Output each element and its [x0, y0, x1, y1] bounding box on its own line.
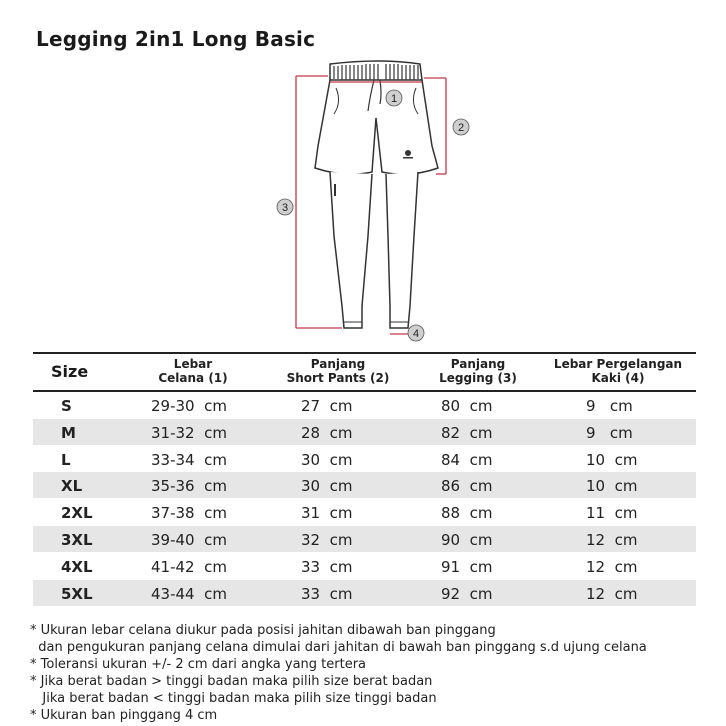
value-cell: 84 cm: [441, 450, 493, 469]
value-cell: 12 cm: [586, 557, 638, 576]
table-header: [33, 352, 696, 390]
value-cell: 33 cm: [301, 557, 353, 576]
value-cell: 88 cm: [441, 504, 493, 523]
size-cell: L: [61, 450, 71, 469]
table-row: [33, 472, 696, 498]
value-cell: 9 cm: [586, 423, 633, 442]
marker-1: [386, 90, 402, 106]
value-cell: 10 cm: [586, 450, 638, 469]
value-cell: 12 cm: [586, 531, 638, 549]
marker-4: [408, 325, 424, 341]
garment-diagram: [270, 56, 480, 346]
value-cell: 33-34 cm: [151, 450, 227, 469]
header-col1: Lebar Celana (1): [158, 357, 228, 385]
value-cell: 37-38 cm: [151, 504, 227, 523]
table-row: [33, 580, 696, 606]
header-col4: Lebar Pergelangan Kaki (4): [553, 357, 683, 385]
notes-section: [30, 622, 720, 724]
table-row: [33, 499, 696, 525]
size-cell: S: [61, 397, 72, 415]
value-cell: 27 cm: [301, 397, 353, 415]
svg-text:4: 4: [412, 328, 420, 340]
svg-text:3: 3: [281, 202, 289, 214]
note-line: * Jika berat badan > tinggi badan maka pilih size berat badan: [30, 674, 433, 689]
value-cell: 9 cm: [586, 397, 633, 415]
value-cell: 32 cm: [301, 531, 353, 549]
size-cell: 5XL: [61, 584, 93, 603]
size-cell: 3XL: [61, 531, 93, 549]
value-cell: 33 cm: [301, 584, 353, 603]
value-cell: 39-40 cm: [151, 531, 227, 549]
marker-3: [277, 199, 293, 215]
table-row: [33, 526, 696, 552]
size-cell: 2XL: [61, 504, 93, 523]
right-legging: [386, 172, 418, 328]
value-cell: 28 cm: [301, 423, 353, 442]
value-cell: 31-32 cm: [151, 423, 227, 442]
value-cell: 35-36 cm: [151, 477, 227, 496]
svg-text:2: 2: [457, 122, 465, 134]
note-line: dan pengukuran panjang celana dimulai dari jahitan di bawah ban pinggang s.d ujung celana: [30, 640, 647, 655]
left-legging: [330, 172, 372, 328]
table-row: [33, 419, 696, 445]
value-cell: 10 cm: [586, 477, 638, 496]
table-row: [33, 392, 696, 418]
note-line: * Ukuran lebar celana diukur pada posisi jahitan dibawah ban pinggang: [30, 623, 496, 638]
value-cell: 31 cm: [301, 504, 353, 523]
value-cell: 90 cm: [441, 531, 493, 549]
value-cell: 86 cm: [441, 477, 493, 496]
value-cell: 80 cm: [441, 397, 493, 415]
waistband: [330, 61, 422, 82]
size-cell: M: [61, 423, 76, 442]
note-line: * Toleransi ukuran +/- 2 cm dari angka yang tertera: [30, 657, 367, 672]
table-row: [33, 446, 696, 472]
value-cell: 30 cm: [301, 450, 353, 469]
page-title: Legging 2in1 Long Basic: [36, 27, 316, 51]
header-size: Size: [51, 362, 89, 381]
value-cell: 92 cm: [441, 584, 493, 603]
size-cell: 4XL: [61, 557, 93, 576]
marker-2: [453, 119, 469, 135]
value-cell: 12 cm: [586, 584, 638, 603]
value-cell: 82 cm: [441, 423, 493, 442]
header-col3: Panjang Legging (3): [439, 357, 517, 385]
shorts-outline: [315, 80, 438, 174]
value-cell: 30 cm: [301, 477, 353, 496]
size-cell: XL: [61, 477, 83, 496]
svg-text:1: 1: [390, 93, 398, 105]
value-cell: 91 cm: [441, 557, 493, 576]
note-line: Jika berat badan < tinggi badan maka pilih size tinggi badan: [30, 691, 437, 706]
value-cell: 41-42 cm: [151, 557, 227, 576]
header-col2: Panjang Short Pants (2): [286, 357, 390, 385]
note-line: * Ukuran ban pinggang 4 cm: [30, 708, 218, 723]
table-row: [33, 553, 696, 579]
value-cell: 11 cm: [586, 504, 638, 523]
value-cell: 29-30 cm: [151, 397, 227, 415]
value-cell: 43-44 cm: [151, 584, 227, 603]
